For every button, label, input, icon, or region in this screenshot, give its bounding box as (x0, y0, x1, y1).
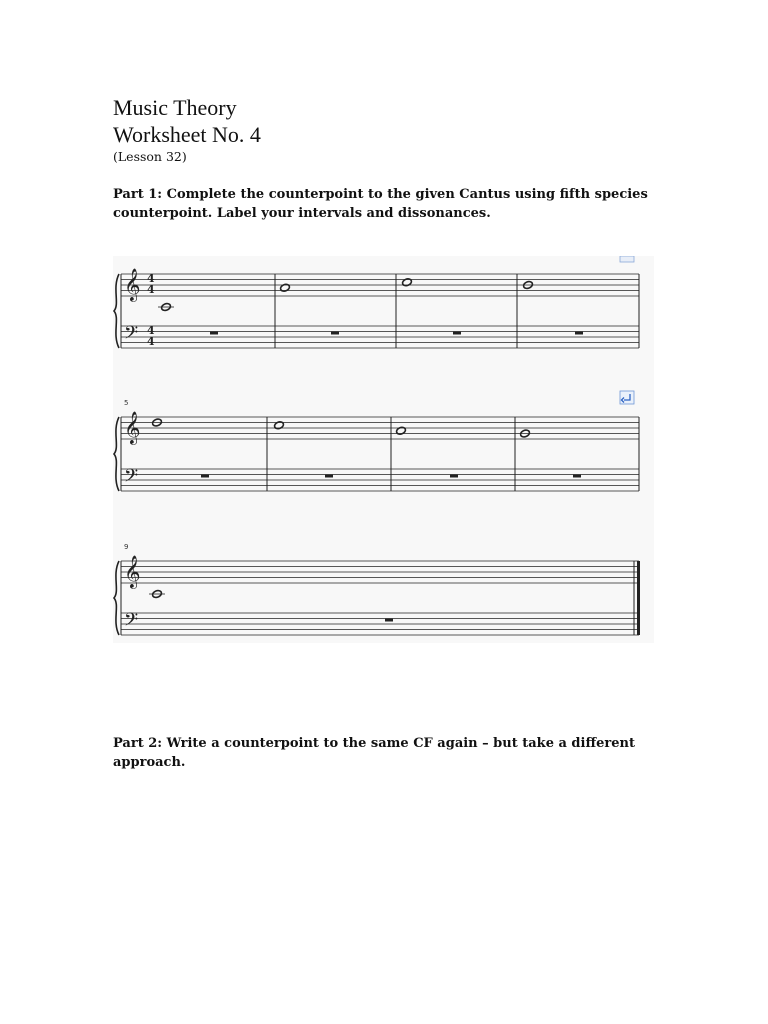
music-score-image (113, 256, 654, 643)
treble-clef: 𝄞 (124, 555, 141, 588)
brace (114, 561, 119, 635)
whole-rest (331, 332, 339, 335)
bass-time-sig-top: 4 (147, 324, 155, 337)
worksheet-title-line-1: Music Theory (113, 95, 237, 120)
whole-rest (453, 332, 461, 335)
lesson-label: (Lesson 32) (113, 149, 187, 164)
whole-rest (575, 332, 583, 335)
grand-staff-notation (113, 256, 654, 643)
whole-note (274, 421, 285, 430)
whole-rest (210, 332, 218, 335)
whole-note (402, 278, 413, 287)
final-barline-thick (637, 561, 640, 635)
part-2-instruction: Part 2: Write a counterpoint to the same CF again – but take a different approach. (113, 736, 635, 770)
brace (114, 417, 119, 491)
brace (114, 274, 119, 348)
whole-rest (385, 619, 393, 622)
measure-number-5: 5 (124, 399, 129, 407)
whole-rest (573, 475, 581, 478)
bass-clef: 𝄢 (124, 323, 139, 348)
measure-number-9: 9 (124, 543, 129, 551)
whole-rest (201, 475, 209, 478)
bass-time-sig-bottom: 4 (147, 335, 155, 348)
whole-rest (325, 475, 333, 478)
part-1-instruction: Part 1: Complete the counterpoint to the given Cantus using fifth species counterpoint. Label your intervals and dissonances. (113, 187, 648, 221)
treble-clef: 𝄞 (124, 411, 141, 444)
worksheet-title-line-2: Worksheet No. 4 (113, 122, 261, 147)
whole-note (396, 426, 407, 435)
bass-clef: 𝄢 (124, 466, 139, 491)
return-arrow-icon[interactable] (620, 391, 634, 404)
whole-note (280, 283, 291, 292)
whole-rest (450, 475, 458, 478)
resize-handle-icon[interactable] (620, 256, 634, 262)
treble-time-sig-top: 4 (147, 272, 155, 285)
treble-clef: 𝄞 (124, 268, 141, 301)
treble-time-sig-bottom: 4 (147, 283, 155, 296)
bass-clef: 𝄢 (124, 610, 139, 635)
